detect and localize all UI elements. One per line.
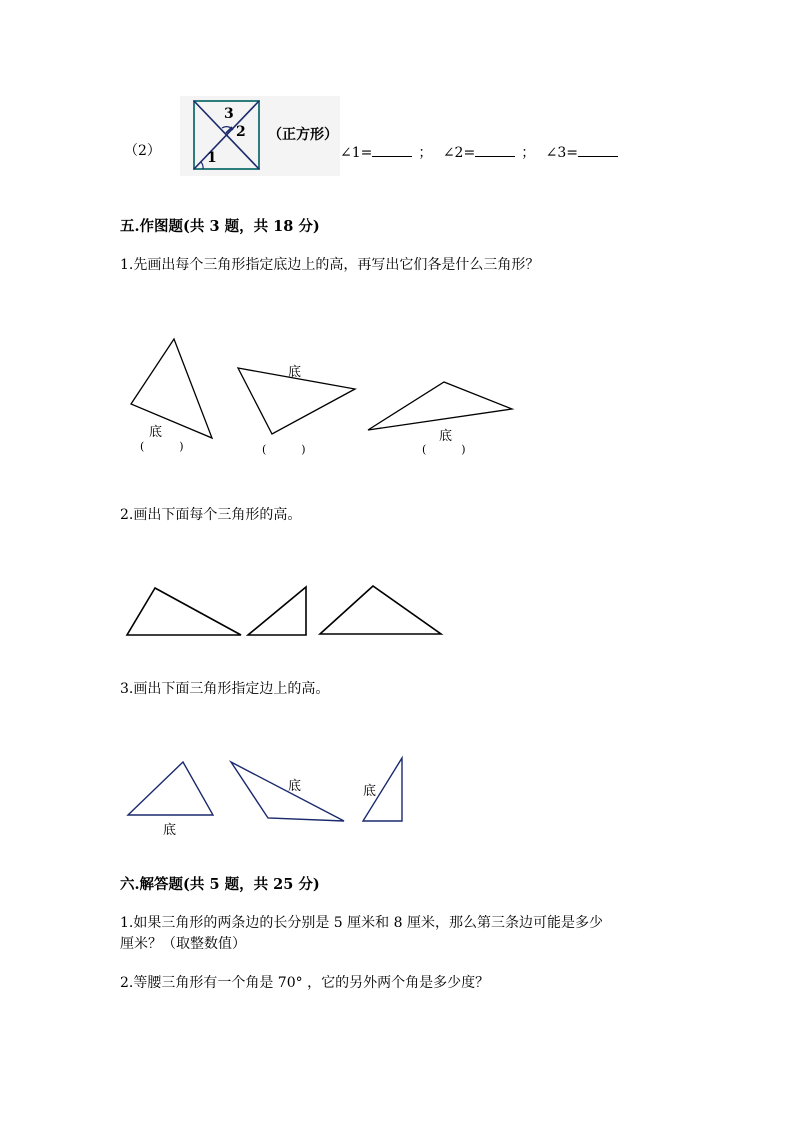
question-number: （2） (124, 143, 161, 159)
base-label: 底 (149, 425, 163, 440)
base-label: 底 (288, 779, 302, 794)
section-6-question-1-line-1: 1.如果三角形的两条边的长分别是 5 厘米和 8 厘米，那么第三条边可能是多少 (120, 915, 603, 931)
angle-3-label: ∠3= (545, 145, 579, 161)
section-5-question-1: 1.先画出每个三角形指定底边上的高，再写出它们各是什么三角形？ (120, 257, 540, 273)
base-label: 底 (288, 365, 302, 380)
section-6-title: 六.解答题(共 5 题，共 25 分) (120, 876, 320, 893)
angle-label-2: 2 (236, 124, 246, 140)
base-label: 底 (363, 784, 377, 799)
section-6-question-2: 2.等腰三角形有一个角是 70° ，它的另外两个角是多少度？ (120, 975, 490, 991)
angle-label-3: 3 (224, 106, 234, 122)
triangle-3-1 (128, 762, 213, 815)
answer-parens-2[interactable]: ( ) (262, 443, 306, 456)
separator: ； (521, 145, 536, 161)
section-5-question-2: 2.画出下面每个三角形的高。 (120, 507, 302, 523)
angle-2-label: ∠2= (442, 145, 476, 161)
section-6-question-1-line-2: 厘米？（取整数值） (120, 936, 246, 952)
angle-1-label: ∠1= (340, 145, 373, 161)
base-label: 底 (439, 429, 453, 444)
section-5-title: 五.作图题(共 3 题，共 18 分) (120, 218, 320, 235)
separator: ； (418, 145, 433, 161)
angle-label-1: 1 (207, 150, 217, 166)
square-note: （正方形） (268, 127, 338, 143)
section-5-question-3: 3.画出下面三角形指定边上的高。 (120, 681, 330, 697)
base-label: 底 (163, 823, 177, 838)
answer-parens-3[interactable]: ( ) (422, 443, 466, 456)
answer-parens-1[interactable]: ( ) (140, 440, 184, 453)
